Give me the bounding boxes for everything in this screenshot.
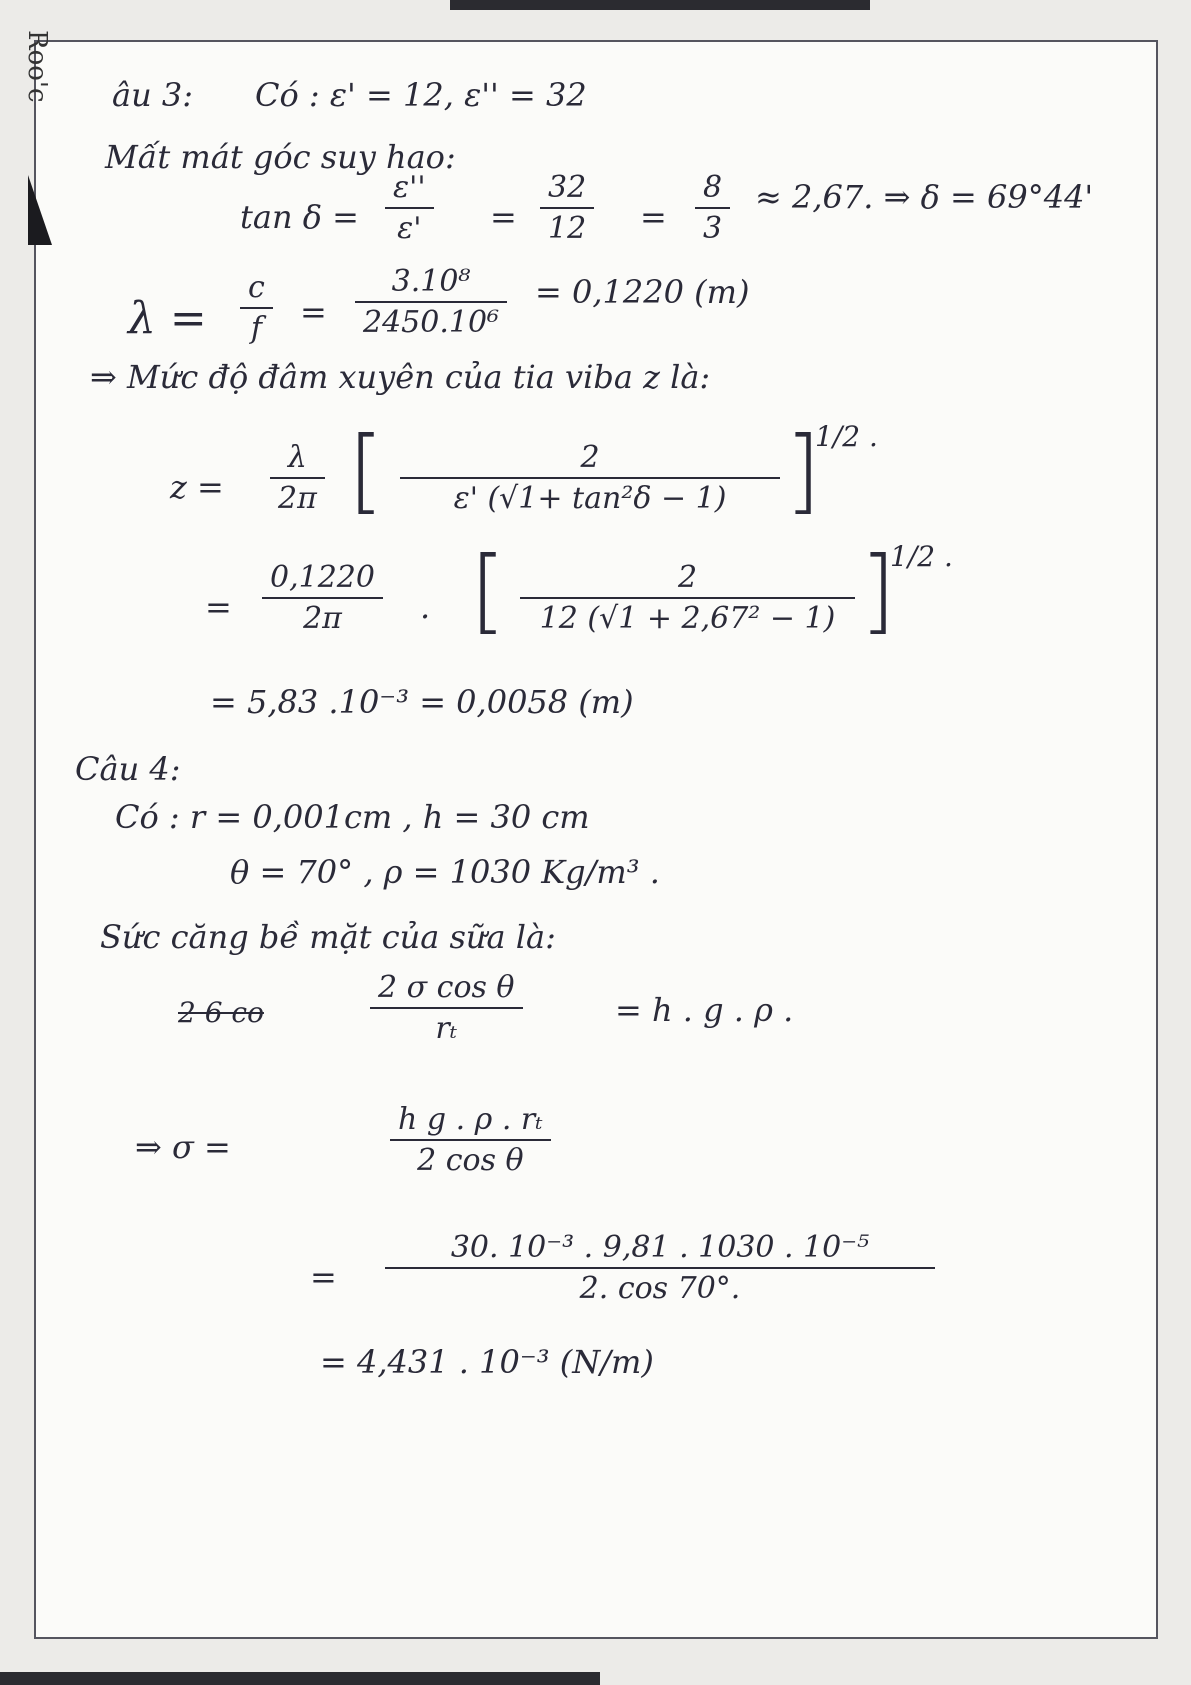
z-result: = 5,83 .10⁻³ = 0,0058 (m)	[210, 683, 634, 721]
scan-edge-top	[450, 0, 870, 10]
lambda-lhs: λ =	[128, 293, 207, 344]
equals-sign: =	[310, 1258, 337, 1296]
sigma-denominator: 2 cos θ	[417, 1143, 524, 1178]
right-bracket: ]	[860, 537, 896, 644]
inner-numerator: 2	[580, 440, 600, 475]
scan-edge-bottom	[0, 1672, 600, 1685]
speed-of-light-symbol: c	[248, 270, 265, 305]
fraction-8-3	[695, 168, 730, 248]
lambda-value-fraction	[355, 262, 507, 342]
tan-lhs: tan δ =	[240, 198, 359, 236]
numerator-8: 8	[703, 170, 723, 205]
two-pi: 2π	[278, 481, 317, 516]
inner-denominator: ε' (√1+ tan²δ − 1)	[453, 481, 727, 516]
penetration-heading: ⇒ Mức độ đâm xuyên của tia viba z là:	[90, 358, 711, 396]
two-pi: 2π	[303, 601, 342, 636]
scan-shadow	[28, 175, 52, 245]
lambda-symbol: λ	[287, 440, 307, 475]
left-bracket: [	[470, 537, 506, 644]
q4-given-1: Có : r = 0,001cm , h = 30 cm	[115, 798, 590, 836]
q3-given: Có : ε' = 12, ε'' = 32	[255, 76, 587, 114]
question-4-label: Câu 4:	[75, 750, 181, 788]
c-over-f	[240, 268, 273, 348]
q4-given-2: θ = 70° , ρ = 1030 Kg/m³ .	[230, 853, 660, 891]
final-result: = 4,431 . 10⁻³ (N/m)	[320, 1343, 654, 1381]
loss-heading: Mất mát góc suy hao:	[105, 138, 456, 176]
lambda-over-2pi	[270, 438, 325, 518]
lambda-value: 0,1220	[270, 560, 375, 595]
numerator-32: 32	[548, 170, 587, 205]
capillary-rhs: = h . g . ρ .	[615, 991, 794, 1029]
frequency-value: 2450.10⁶	[363, 305, 500, 340]
left-bracket: [	[348, 417, 384, 524]
sigma-numerator: h g . ρ . rₜ	[398, 1102, 543, 1137]
question-3-label: âu 3:	[112, 76, 193, 114]
equals-sign: =	[490, 198, 517, 236]
z-lhs: z =	[170, 468, 224, 506]
z-inner-fraction	[400, 438, 780, 518]
margin-note: Roo'c	[22, 30, 52, 103]
sigma-value-denominator: 2. cos 70°.	[579, 1271, 741, 1306]
denominator-3: 3	[703, 211, 723, 246]
struck-out-text: 2 6 co	[178, 996, 264, 1029]
sigma-value-fraction	[385, 1228, 935, 1308]
speed-value: 3.10⁸	[391, 264, 471, 299]
lambda-result: = 0,1220 (m)	[535, 273, 750, 311]
tan-fraction	[385, 168, 434, 248]
tan-result: ≈ 2,67. ⇒ δ = 69°44'	[755, 178, 1094, 216]
right-bracket: ]	[785, 417, 821, 524]
inner-numerator: 2	[677, 560, 698, 595]
fraction-32-12	[540, 168, 594, 248]
equals-sign: =	[300, 293, 327, 331]
multiply-dot: .	[420, 588, 431, 626]
tension-heading: Sức căng bề mặt của sữa là:	[100, 918, 556, 956]
capillary-denominator: rₜ	[435, 1011, 458, 1046]
inner-denominator: 12 (√1 + 2,67² − 1)	[539, 601, 836, 636]
equals-sign: =	[640, 198, 667, 236]
sigma-value-numerator: 30. 10⁻³ . 9,81 . 1030 . 10⁻⁵	[450, 1230, 870, 1265]
sigma-fraction	[390, 1100, 551, 1180]
numeric-inner-fraction	[520, 558, 855, 638]
capillary-numerator: 2 σ cos θ	[378, 970, 515, 1005]
frequency-symbol: f	[250, 311, 262, 346]
tan-numerator: ε''	[393, 170, 426, 205]
half-power: 1/2 .	[890, 540, 953, 573]
numeric-lambda-over-2pi	[262, 558, 383, 638]
capillary-fraction	[370, 968, 523, 1048]
denominator-12: 12	[548, 211, 587, 246]
half-power: 1/2 .	[815, 420, 878, 453]
equals-sign: =	[205, 588, 232, 626]
tan-denominator: ε'	[397, 211, 422, 246]
sigma-lhs: ⇒ σ =	[135, 1128, 231, 1166]
